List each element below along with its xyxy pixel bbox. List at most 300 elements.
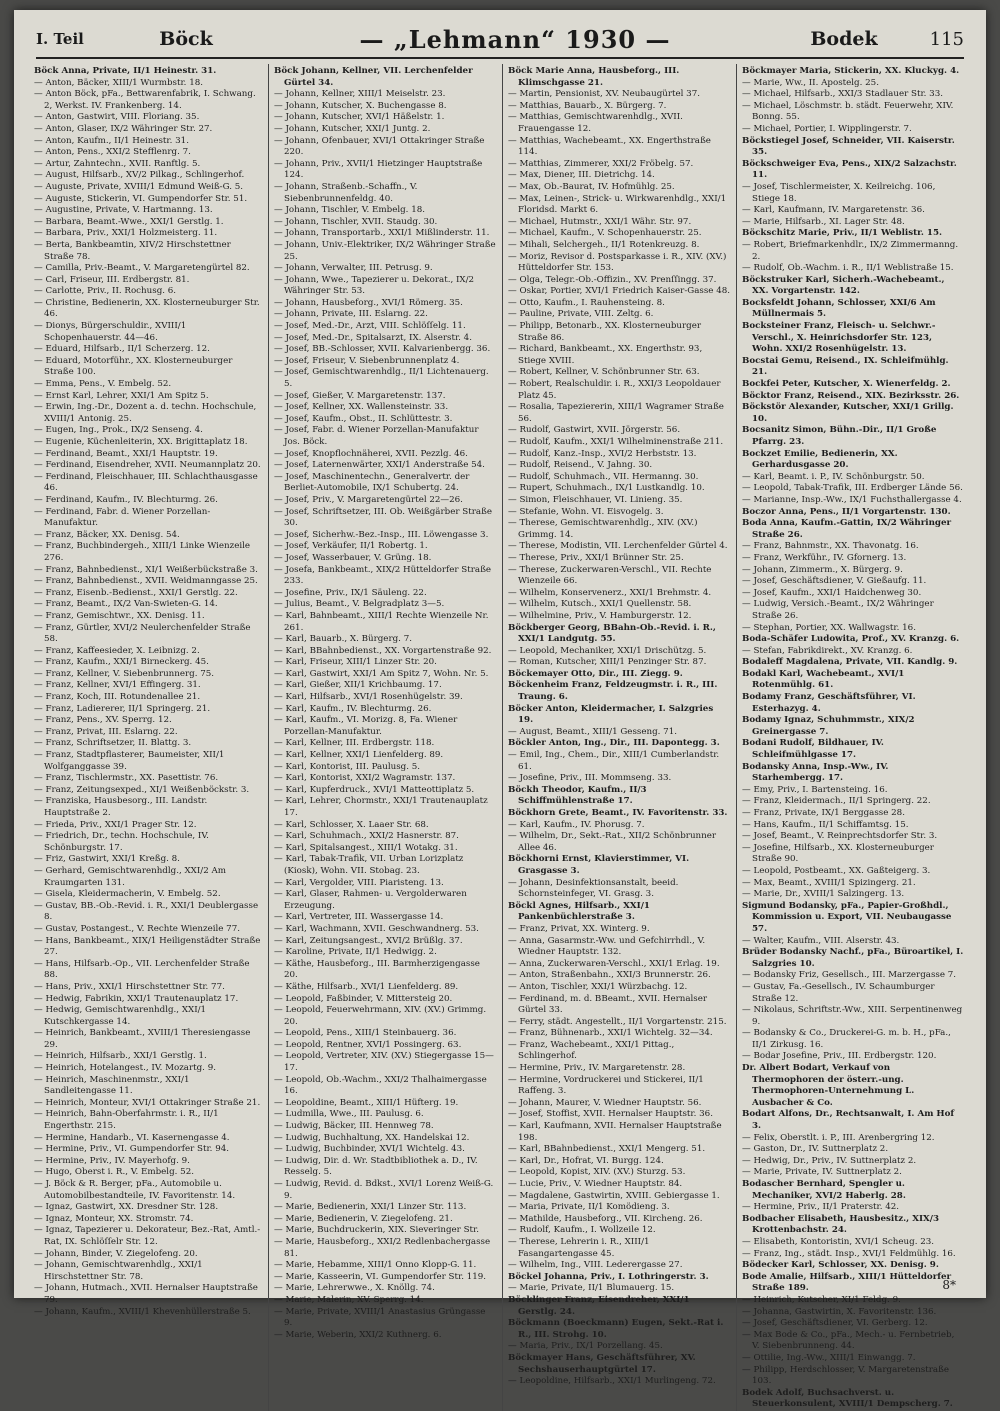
directory-entry: — Ernst Karl, Lehrer, XXI/1 Am Spitz 5. bbox=[34, 390, 209, 401]
header-keyword-left: Böck bbox=[159, 28, 213, 50]
directory-entry: — Marie, Buchdruckerin, XIX. Sieveringer Str. bbox=[274, 1225, 479, 1236]
directory-entry: — Rupert, Schuhmach., IX/1 Lustkandlg. 10. bbox=[508, 483, 705, 494]
directory-entry: — Josef, Maschinentechn., Generalvertr. der Berliet-Automobile, IX/1 Schubertg. 24. bbox=[274, 471, 470, 494]
directory-entry: — Johann, Gemischtwarenhdlg., XXI/1 Hirschstettner Str. 78. bbox=[34, 1260, 203, 1282]
directory-entry: — Pauline, Private, VIII. Zeltg. 6. bbox=[508, 309, 654, 320]
directory-entry: — Josef, Kaufm., XXI/1 Haidchenweg 30. bbox=[742, 587, 922, 598]
column-3 bbox=[502, 64, 736, 1411]
directory-entry: — Karl, Schlosser, X. Laaer Str. 68. bbox=[274, 819, 429, 830]
directory-entry: — Ferdinand, m. d. BBeamt., XVII. Hernalser Gürtel 33. bbox=[508, 993, 708, 1016]
directory-entry: — Wilhelm, Dr., Sekt.-Rat., XII/2 Schönbrunner Allee 46. bbox=[508, 831, 717, 853]
directory-entry: — Karl, Dr., Hofrat, VI. Burgg. 124. bbox=[508, 1155, 664, 1166]
directory-entry: — Johann, Wwe., Tapezierer u. Dekorat., IX/2 Währinger Str. 53. bbox=[274, 274, 475, 297]
directory-entry: — Rudolf, Gastwirt, XVII. Jörgerstr. 56. bbox=[508, 425, 681, 436]
directory-entry: — Maria, Private, II/1 Komödieng. 3. bbox=[508, 1202, 670, 1213]
directory-entry: — Gustav, Fa.-Gesellsch., IV. Schaumburger Straße 12. bbox=[742, 981, 935, 1004]
directory-entry: — Ferdinand, Fleischhauer, III. Schlachthausgasse 46. bbox=[34, 471, 258, 494]
directory-entry: — Wilhelmine, Priv., V. Hamburgerstr. 12. bbox=[508, 610, 692, 621]
column-4 bbox=[736, 64, 970, 1411]
directory-entry: — Josef, Gemischtwarenhdlg., II/1 Lichtenauerg. 5. bbox=[274, 367, 489, 390]
directory-entry: — Ignaz, Gastwirt, XX. Dresdner Str. 128. bbox=[34, 1202, 219, 1213]
directory-entry: — Marie, Hilfsarb., XI. Lager Str. 48. bbox=[742, 216, 905, 227]
publication-title: — „Lehmann“ 1930 — bbox=[359, 24, 671, 54]
directory-entry: — Josef, Sicherhw.-Bez.-Insp., III. Löwengasse 3. bbox=[274, 529, 489, 540]
directory-entry: — Therese, Modistin, VII. Lerchenfelder Gürtel 4. bbox=[508, 541, 728, 552]
directory-entry: — Johann, Kaufm., XVIII/1 Khevenhüllerstraße 5. bbox=[34, 1306, 251, 1317]
directory-entry: — Johann, Kellner, XIII/1 Meiselstr. 23. bbox=[274, 89, 446, 100]
directory-entry: — Marie, Private, IV. Suttnerplatz 2. bbox=[742, 1167, 902, 1178]
directory-entry: — Anton, Pens., XXI/2 Stefflenrg. 7. bbox=[34, 147, 191, 158]
directory-entry: — Berta, Bankbeamtin, XIV/2 Hirschstettner Straße 78. bbox=[34, 239, 231, 262]
directory-entry: — Maria, Priv., IX/1 Porzellang. 45. bbox=[508, 1341, 663, 1352]
directory-entry: — Karl, Wachmann, XVII. Geschwandnerg. 53. bbox=[274, 923, 479, 934]
directory-entry: — Christine, Bedienerin, XX. Klosterneuburger Str. 46. bbox=[34, 297, 260, 320]
directory-entry: Bocsanitz Simon, Bühn.-Dir., II/1 Große Pfarrg. 23. bbox=[742, 425, 937, 447]
header-rule bbox=[36, 57, 964, 59]
directory-entry: — August, Beamt., XIII/1 Gesseng. 71. bbox=[508, 726, 677, 737]
directory-entry: — Franz, Eisenb.-Bedienst., XXI/1 Gerstlg. 22. bbox=[34, 587, 238, 598]
directory-entry: — Bodansky & Co., Druckerei-G. m. b. H., pFa., II/1 Zirkusg. 16. bbox=[742, 1028, 951, 1050]
directory-entry: — Philipp, Herdschlosser, V. Margaretenstraße 103. bbox=[742, 1364, 949, 1387]
directory-entry: — Anton, Glaser, IX/2 Währinger Str. 27. bbox=[34, 123, 213, 134]
directory-entry: — Hermine, Vordruckerei und Stickerei, II/1 Raffeng. 3. bbox=[508, 1074, 704, 1097]
directory-entry: — Franz, Bahnbedienst., XVII. Weidmanngasse 25. bbox=[34, 576, 258, 587]
directory-entry: — Josef, Priv., V. Margaretengürtel 22—26. bbox=[274, 494, 463, 505]
directory-entry: — Josef, Kellner, XX. Wallensteinstr. 33. bbox=[274, 402, 449, 413]
directory-entry: — Ignaz, Monteur, XX. Stromstr. 74. bbox=[34, 1213, 194, 1224]
directory-entry: — Marie, Weberin, XXI/2 Kuthnerg. 6. bbox=[274, 1329, 442, 1340]
directory-entry: — Camilla, Priv.-Beamt., V. Margaretengürtel 82. bbox=[34, 263, 250, 274]
directory-entry: Böckemayer Otto, Dir., III. Ziegg. 9. bbox=[508, 668, 683, 679]
directory-entry: — Johann, Straßenb.-Schaffn., V. Siebenbrunnenfeldg. 40. bbox=[274, 181, 418, 204]
directory-entry: — Ludwig, Buchbinder, XVI/1 Wichtelg. 43. bbox=[274, 1144, 465, 1155]
directory-entry: — Leopold, Rentner, XVI/1 Possingerg. 63. bbox=[274, 1039, 462, 1050]
directory-entry: — Oskar, Portier, XVI/1 Friedrich Kaiser-Gasse 48. bbox=[508, 286, 731, 297]
directory-entry: — Leopold, Mechaniker, XXI/1 Drischützg. 5. bbox=[508, 645, 707, 656]
directory-entry: — Leopold, Ob.-Wachm., XXI/2 Thalhaimergasse 16. bbox=[274, 1074, 487, 1097]
directory-entry: — Karl, Kontorist, XXI/2 Wagramstr. 137. bbox=[274, 773, 456, 784]
directory-entry: — Josef, BB.-Schlosser, XVII. Kalvarienbergg. 36. bbox=[274, 344, 491, 355]
directory-entry: — Ludmilla, Wwe., III. Paulusg. 6. bbox=[274, 1109, 424, 1120]
directory-entry: — Franz, Gemischtwr., XX. Denisg. 11. bbox=[34, 610, 205, 621]
directory-entry: — Anton, Straßenbahn., XXI/3 Brunnerstr. 26. bbox=[508, 970, 711, 981]
directory-entry: — Josefine, Hilfsarb., XX. Klosterneuburger Straße 90. bbox=[742, 842, 934, 865]
directory-entry: — Dionys, Bürgerschuldir., XVIII/1 Schopenhauerstr. 44—46. bbox=[34, 321, 187, 343]
directory-entry: — Michael, Kaufm., V. Schopenhauerstr. 25. bbox=[508, 228, 702, 239]
directory-entry: Boda Anna, Kaufm.-Gattin, IX/2 Währinger Straße 26. bbox=[742, 518, 952, 540]
directory-entry: — Franz, Werkführ., IV. Gfornerg. 13. bbox=[742, 552, 907, 563]
directory-entry: — Josef, Wasserbauer, V. Grüng. 18. bbox=[274, 552, 432, 563]
directory-entry: — Wilhelm, Kutsch., XXI/1 Quellenstr. 58. bbox=[508, 599, 692, 610]
directory-entry: Bodamy Ignaz, Schuhmmstr., XIX/2 Greinergasse 7. bbox=[742, 715, 915, 737]
directory-entry: — Leopold, Postbeamt., XX. Gaßteigerg. 3. bbox=[742, 865, 931, 876]
directory-entry: — Max, Ob.-Baurat, IV. Hofmühlg. 25. bbox=[508, 181, 675, 192]
directory-entry: Böck Marie Anna, Hausbeforg., III. Klimschgasse 21. bbox=[508, 66, 680, 88]
signature-mark: 8* bbox=[942, 1278, 956, 1292]
directory-entry: — Leopoldine, Hilfsarb., XXI/1 Murlingeng. 72. bbox=[508, 1376, 716, 1387]
directory-entry: — Anton, Kaufm., II/1 Heinestr. 31. bbox=[34, 135, 189, 146]
directory-entry: — Johann, Ofenbauer, XVI/1 Ottakringer Straße 220. bbox=[274, 135, 485, 158]
directory-entry: — Josef, Fabr. d. Wiener Porzellan-Manufaktur Jos. Böck. bbox=[274, 425, 479, 447]
directory-entry: — Josef, Med.-Dr., Arzt, VIII. Schlöſſelg. 11. bbox=[274, 321, 466, 332]
directory-entry: — Ferdinand, Kaufm., IV. Blechturmg. 26. bbox=[34, 494, 218, 505]
directory-entry: — Marie, Private, XVIII/1 Anastasius Grüngasse 9. bbox=[274, 1306, 486, 1329]
directory-entry: Bode Amalie, Hilfsarb., XIII/1 Hütteldorfer Straße 189. bbox=[742, 1271, 952, 1294]
directory-entry: — Bodansky Friz, Gesellsch., III. Marzergasse 7. bbox=[742, 970, 957, 981]
directory-entry: Böcktor Franz, Reisend., XIX. Bezirksstr. 26. bbox=[742, 390, 960, 401]
directory-entry: — Rudolf, Reisend., V. Jahng. 30. bbox=[508, 460, 653, 471]
directory-entry: — Marie, Lehrerwwe., X. Knöllg. 74. bbox=[274, 1283, 435, 1294]
directory-entry: — Josefine, Priv., IX/1 Säuleng. 22. bbox=[274, 587, 427, 598]
directory-entry: — Johann, Hausbeforg., XVI/1 Römerg. 35. bbox=[274, 297, 463, 308]
directory-entry: — Franz, Stadtpflasterer, Baumeister, XII/1 Wolfganggasse 39. bbox=[34, 750, 225, 772]
directory-entry: — Ottilie, Ing.-Ww., XIII/1 Einwangg. 7. bbox=[742, 1352, 916, 1363]
directory-entry: — Karl, Kupferdruck., XVI/1 Matteottiplatz 5. bbox=[274, 784, 475, 795]
directory-entry: Bodbacher Elisabeth, Hausbesitz., XIX/3 Krottenbachstr. 24. bbox=[742, 1213, 939, 1236]
directory-entry: — Leopold, Pens., XIII/1 Steinbauerg. 36. bbox=[274, 1028, 457, 1039]
directory-entry: — Michael, Löschmstr. b. städt. Feuerwehr, XIV. Bonng. 55. bbox=[742, 100, 954, 123]
directory-entry: — Emy, Priv., I. Bartensteing. 16. bbox=[742, 784, 888, 795]
directory-entry: — Gustav, BB.-Ob.-Revid. i. R., XXI/1 Deublergasse 8. bbox=[34, 900, 259, 923]
directory-entry: — Anton Böck, pFa., Bettwarenfabrik, I. Schwang. 2, Werkst. IV. Frankenberg. 14. bbox=[34, 89, 256, 111]
directory-entry: — Leopold, Feuerwehrmann, XIV. (XV.) Grimmg. 20. bbox=[274, 1005, 487, 1027]
directory-entry: — Leopold, Faßbinder, V. Mittersteig 20. bbox=[274, 993, 453, 1004]
directory-entry: — Marie, Hebamme, XIII/1 Onno Klopp-G. 11. bbox=[274, 1260, 477, 1271]
directory-entry: — Carl, Friseur, III. Erdbergstr. 81. bbox=[34, 274, 190, 285]
directory-entry: Bodani Rudolf, Bildhauer, IV. Schleifmühlgasse 17. bbox=[742, 738, 884, 761]
directory-entry: — Hugo, Oberst i. R., V. Embelg. 52. bbox=[34, 1167, 194, 1178]
directory-entry: — Rudolf, Kanz.-Insp., XVI/2 Herbststr. 13. bbox=[508, 448, 697, 459]
directory-entry: — Franz, Gürtler, XVI/2 Neulerchenfelder Straße 58. bbox=[34, 622, 251, 645]
directory-entry: — Ludwig, Dir. d. Wr. Stadtbibliothek a. D., IV. Resselg. 5. bbox=[274, 1155, 478, 1178]
directory-entry: — Bodar Josefine, Priv., III. Erdbergstr. 120. bbox=[742, 1051, 937, 1062]
directory-entry: — Karl, Kaufm., IV. Phorusg. 7. bbox=[508, 819, 645, 830]
header-keyword-right: Bodek bbox=[810, 28, 878, 50]
directory-entry: Dr. Albert Bodart, Verkauf von Thermophoren der österr.-ung. Thermophoren-Unternehmung L. Ausbacher & Co. bbox=[742, 1063, 915, 1108]
directory-entry: — Franz, Bäcker, XX. Denisg. 54. bbox=[34, 529, 180, 540]
directory-entry: — Johann, Binder, V. Ziegelofeng. 20. bbox=[34, 1248, 198, 1259]
directory-entry: — Josef, Laternenwärter, XXI/1 Anderstraße 54. bbox=[274, 460, 485, 471]
directory-entry: — Hermine, Priv., IV. Margaretenstr. 28. bbox=[508, 1063, 686, 1074]
directory-entry: — Franz, Ing., städt. Insp., XVI/1 Feldmühlg. 16. bbox=[742, 1248, 956, 1259]
directory-entry: Bödecker Karl, Schlosser, XX. Denisg. 9. bbox=[742, 1260, 939, 1271]
directory-entry: — Karl, Vergolder, VIII. Piaristeng. 13. bbox=[274, 877, 444, 888]
directory-entry: — Ludwig, Versich.-Beamt., IX/2 Währinger Straße 26. bbox=[742, 599, 934, 621]
directory-entry: — Richard, Bankbeamt., XX. Engerthstr. 93, Stiege XVIII. bbox=[508, 344, 703, 366]
directory-entry: — Julius, Beamt., V. Belgradplatz 3—5. bbox=[274, 599, 445, 610]
directory-entry: Böckstruker Karl, Sicherh.-Wachebeamt., XX. Vorgartenstr. 142. bbox=[742, 274, 945, 297]
directory-entry: — Hermine, Priv., VI. Gumpendorfer Str. 94. bbox=[34, 1144, 230, 1155]
directory-entry: — Karl, Kaufm., IV. Blechturmg. 26. bbox=[274, 703, 432, 714]
directory-entry: — Heinrich, Bankbeamt., XVIII/1 Theresiengasse 29. bbox=[34, 1028, 251, 1050]
directory-entry: — Ferry, städt. Angestellt., II/1 Vorgartenstr. 215. bbox=[508, 1016, 727, 1027]
directory-entry: Böckstiegel Josef, Schneider, VII. Kaiserstr. 35. bbox=[742, 135, 955, 158]
directory-entry: — Gustav, Postangest., V. Rechte Wienzeile 77. bbox=[34, 923, 240, 934]
directory-entry: Bodaleff Magdalena, Private, VII. Kandlg. 9. bbox=[742, 657, 958, 668]
entry-columns bbox=[34, 64, 970, 1410]
directory-entry: Böck Johann, Kellner, VII. Lerchenfelder Gürtel 34. bbox=[274, 66, 473, 88]
directory-entry: — Ignaz, Tapezierer u. Dekorateur, Bez.-Rat, Amtl.-Rat, IX. Schlöſſelr Str. 12. bbox=[34, 1225, 261, 1247]
directory-entry: — Marie, Hausbeforg., XXI/2 Redlenbachergasse 81. bbox=[274, 1236, 491, 1259]
directory-entry: — Franz, Private, IX/1 Berggasse 28. bbox=[742, 808, 905, 818]
directory-entry: — Rosalia, Tapeziererin, XIII/1 Wagramer Straße 56. bbox=[508, 402, 724, 424]
directory-entry: — Karl, Glaser, Rahmen- u. Vergolderwaren Erzeugung. bbox=[274, 889, 467, 911]
directory-entry: — Therese, Zuckerwaren-Verschl., VII. Rechte Wienzeile 66. bbox=[508, 564, 712, 587]
directory-entry: — Josef, Stoffist, XVII. Hernalser Hauptstr. 36. bbox=[508, 1109, 713, 1120]
directory-entry: — Robert, Realschuldir. i. R., XXI/3 Leopoldauer Platz 45. bbox=[508, 379, 721, 401]
directory-entry: — Anna, Gasarmstr.-Ww. und Gefchirrhdl., V. Wiedner Hauptstr. 132. bbox=[508, 935, 706, 958]
directory-entry: — Johann, Tischler, V. Embelg. 18. bbox=[274, 205, 426, 216]
directory-entry: — Franz, Bahnmstr., XX. Thavonatg. 16. bbox=[742, 541, 919, 552]
directory-entry: Boda-Schäfer Ludowita, Prof., XV. Kranzg. 6. bbox=[742, 634, 960, 645]
directory-entry: — Karl, Schuhmach., XXI/2 Hasnerstr. 87. bbox=[274, 831, 459, 842]
directory-entry: — Karl, Kaufmann, IV. Margaretenstr. 36. bbox=[742, 205, 925, 216]
directory-entry: — Josef, Geschäftsdiener, VI. Gerberg. 12. bbox=[742, 1318, 928, 1329]
directory-entry: — Therese, Gemischtwarenhdlg., XIV. (XV.) Grimmg. 14. bbox=[508, 518, 698, 540]
directory-entry: — Anton, Bäcker, XIII/1 Wurmbstr. 18. bbox=[34, 77, 204, 88]
directory-entry: — Franz, Privat, III. Eslarng. 22. bbox=[34, 726, 178, 737]
directory-entry: — Karl, Beamt. i. P., IV. Schönburgstr. 50. bbox=[742, 471, 925, 482]
directory-entry: — Josefa, Bankbeamt., XIX/2 Hütteldorfer Straße 233. bbox=[274, 564, 492, 587]
directory-entry: — Franz, Tischlermstr., XX. Pasettistr. 76. bbox=[34, 773, 219, 784]
directory-entry: — Karoline, Private, II/1 Hedwigg. 2. bbox=[274, 947, 437, 958]
directory-entry: — Emma, Pens., V. Embelg. 52. bbox=[34, 379, 172, 390]
directory-entry: — Anton, Gastwirt, VIII. Floriang. 35. bbox=[34, 112, 200, 123]
directory-entry: — Moriz, Revisor d. Postsparkasse i. R., XIV. (XV.) Hütteldorfer Str. 153. bbox=[508, 251, 727, 274]
directory-entry: Böck Anna, Private, II/1 Heinestr. 31. bbox=[34, 66, 217, 76]
directory-entry: — Karl, Kellner, XXI/1 Lienfelderg. 89. bbox=[274, 750, 444, 761]
directory-entry: — Carlotte, Priv., II. Rochusg. 6. bbox=[34, 286, 177, 297]
directory-entry: — Barbara, Beamt.-Wwe., XXI/1 Gerstlg. 1. bbox=[34, 216, 224, 227]
directory-entry: — Stefan, Fabrikdirekt., XV. Kranzg. 6. bbox=[742, 645, 913, 656]
directory-entry: — Lucie, Priv., V. Wiedner Hauptstr. 84. bbox=[508, 1179, 683, 1189]
directory-entry: — Heinrich, Monteur, XVI/1 Ottakringer Straße 21. bbox=[34, 1097, 261, 1108]
directory-entry: — Ludwig, Buchhaltung, XX. Handelskai 12. bbox=[274, 1132, 470, 1143]
directory-entry: — Karl, Zeitungsangest., XVI/2 Brüßlg. 37. bbox=[274, 935, 463, 946]
directory-entry: Bodamy Franz, Geschäftsführer, VI. Esterhazyg. 4. bbox=[742, 692, 916, 714]
directory-entry: — Karl, BBahnbedienst., XX. Vorgartenstraße 92. bbox=[274, 645, 492, 656]
directory-entry: — Josef, Geschäftsdiener, V. Gießaufg. 11. bbox=[742, 576, 927, 587]
directory-entry: — Marie, Malerin, XV. Sperrg. 14. bbox=[274, 1294, 424, 1305]
directory-entry: — Heinrich, Hotelangest., IV. Mozartg. 9. bbox=[34, 1063, 216, 1074]
directory-entry: — Franz, Buchbindergeh., XIII/1 Linke Wienzeile 276. bbox=[34, 541, 251, 563]
directory-entry: — Matthias, Bauarb., X. Bürgerg. 7. bbox=[508, 100, 667, 111]
directory-entry: — Felix, Oberstlt. i. P., III. Arenbergring 12. bbox=[742, 1132, 935, 1143]
directory-entry: — Marie, Ww., II. Apostelg. 25. bbox=[742, 77, 879, 88]
directory-entry: — Ferdinand, Beamt., XXI/1 Hauptstr. 19. bbox=[34, 448, 218, 459]
directory-entry: — Heinrich, Kutscher, XI/1 Feldg. 9. bbox=[742, 1294, 901, 1305]
directory-entry: — Leopold, Vertreter, XIV. (XV.) Stiegergasse 15—17. bbox=[274, 1051, 494, 1074]
directory-entry: Böckstör Alexander, Kutscher, XXI/1 Grillg. 10. bbox=[742, 402, 954, 424]
directory-entry: — Franz, Kaufm., XXI/1 Birneckerg. 45. bbox=[34, 657, 209, 668]
directory-entry: — Eugenie, Küchenleiterin, XX. Brigittaplatz 18. bbox=[34, 437, 248, 447]
directory-entry: Boczor Anna, Pens., II/1 Vorgartenstr. 130. bbox=[742, 506, 951, 517]
directory-entry: — Leopold, Tabak-Trafik, III. Erdberger Lände 56. bbox=[742, 483, 963, 494]
directory-entry: — Hermine, Handarb., VI. Kasernengasse 4. bbox=[34, 1132, 230, 1143]
directory-entry: — Franz, Bahnbedienst., XI/1 Weißerbückstraße 3. bbox=[34, 564, 258, 575]
directory-entry: — Hans, Hilfsarb.-Op., VII. Lerchenfelder Straße 88. bbox=[34, 958, 250, 981]
directory-entry: — Wilhelm, Konservenerz., XXI/1 Brehmstr. 4. bbox=[508, 587, 712, 598]
directory-entry: — Josef, Knopflochnäherei, XVII. Pezzlg. 46. bbox=[274, 448, 468, 459]
directory-entry: — Ferdinand, Fabr. d. Wiener Porzellan-Manufaktur. bbox=[34, 506, 211, 529]
directory-entry: — Franz, Wachebeamt., XXI/1 Pittag., Schlingerhof. bbox=[508, 1039, 675, 1062]
directory-entry: — Hedwig, Gemischtwarenhdlg., XXI/1 Kutschkergasse 14. bbox=[34, 1005, 207, 1027]
directory-entry: — Ferdinand, Eisendreher, XVII. Neumannplatz 20. bbox=[34, 460, 261, 471]
directory-entry: — Josefine, Priv., III. Mommseng. 33. bbox=[508, 773, 672, 784]
directory-entry: — Franz, Bühnenarb., XXI/1 Wichtelg. 32—34. bbox=[508, 1028, 713, 1039]
directory-entry: — Marianne, Insp.-Ww., IX/1 Fuchsthallergasse 4. bbox=[742, 494, 962, 505]
directory-entry: — Roman, Kutscher, XIII/1 Penzinger Str. 87. bbox=[508, 657, 707, 668]
directory-entry: — Ludwig, Bäcker, III. Hennweg 78. bbox=[274, 1121, 434, 1132]
directory-entry: — Franz, Beamt., IX/2 Van-Swieten-G. 14. bbox=[34, 599, 218, 610]
directory-entry: — Robert, Kellner, V. Schönbrunner Str. 63. bbox=[508, 367, 700, 378]
directory-entry: — Ludwig, Revid. d. Bdkst., XVI/1 Lorenz Weiß-G. 9. bbox=[274, 1179, 494, 1201]
directory-entry: — Michael, Hilfsarb., XXI/3 Stadlauer Str. 33. bbox=[742, 89, 943, 100]
directory-entry: — Wilhelm, Ing., VIII. Lederergasse 27. bbox=[508, 1260, 683, 1271]
directory-entry: — Walter, Kaufm., VIII. Alserstr. 43. bbox=[742, 935, 900, 946]
directory-entry: — Matthias, Gemischtwarenhdlg., XVII. Frauengasse 12. bbox=[508, 112, 683, 134]
directory-entry: — Auguste, Private, XVIII/1 Edmund Weiß-G. 5. bbox=[34, 181, 244, 192]
directory-entry: — Eduard, Motorführ., XX. Klosterneuburger Straße 100. bbox=[34, 355, 233, 378]
directory-entry: — Franz, Koch, III. Rotundenallee 21. bbox=[34, 692, 201, 703]
directory-entry: — Johann, Verwalter, III. Petrusg. 9. bbox=[274, 263, 433, 274]
directory-entry: Böckberger Georg, BBahn-Ob.-Revid. i. R., XXI/1 Landgutg. 55. bbox=[508, 622, 716, 645]
directory-entry: — Karl, BBahnbedienst., XXI/1 Mengerg. 51. bbox=[508, 1144, 706, 1155]
directory-entry: — Max, Beamt., XVIII/1 Spizingerg. 21. bbox=[742, 877, 916, 888]
directory-entry: — Eduard, Hilfsarb., II/1 Scherzerg. 12. bbox=[34, 344, 210, 355]
directory-entry: Böckschweiger Eva, Pens., XIX/2 Salzachstr. 11. bbox=[742, 158, 957, 181]
directory-entry: — Rudolf, Kaufm., I. Wollzeile 12. bbox=[508, 1225, 656, 1236]
directory-entry: — Michael, Hutmstr., XXI/1 Währ. Str. 97. bbox=[508, 216, 692, 227]
directory-entry: Böckmann (Boeckmann) Eugen, Sekt.-Rat i. R., III. Strohg. 10. bbox=[508, 1318, 724, 1340]
directory-entry: — Hedwig, Fabrikin, XXI/1 Trautenauplatz 17. bbox=[34, 993, 239, 1004]
directory-entry: — Barbara, Priv., XXI/1 Holzmeisterg. 11. bbox=[34, 228, 218, 239]
directory-entry: — Mihali, Selchergeh., II/1 Rotenkreuzg. 8. bbox=[508, 239, 700, 250]
directory-entry: — Franz, Zeitungsexped., XI/1 Weißenböckstr. 3. bbox=[34, 784, 250, 795]
directory-entry: — Karl, Bahnbeamt., XIII/1 Rechte Wienzeile Nr. 261. bbox=[274, 610, 489, 633]
directory-entry: — Johann, Hutmach., XVII. Hernalser Hauptstraße 79. bbox=[34, 1283, 258, 1305]
directory-entry: — Heinrich, Bahn-Oberfahrmstr. i. R., II/1 Engerthstr. 215. bbox=[34, 1109, 219, 1132]
directory-entry: — Johann, Kutscher, X. Buchengasse 8. bbox=[274, 100, 447, 111]
directory-entry: Bodek Adolf, Buchsachverst. u. Steuerkonsulent, XVIII/1 Dempscherg. 7. bbox=[742, 1387, 953, 1410]
directory-entry: Bocksfeldt Johann, Schlosser, XXI/6 Am Müllnermais 5. bbox=[742, 297, 936, 320]
directory-entry: — Johann, Univ.-Elektriker, IX/2 Währinger Straße 25. bbox=[274, 239, 496, 262]
directory-entry: — Hedwig, Dr., Priv., IV. Suttnerplatz 2. bbox=[742, 1155, 917, 1166]
directory-entry: — Therese, Priv., XXI/1 Brünner Str. 25. bbox=[508, 552, 684, 563]
directory-entry: — Matthias, Zimmerer, XXI/2 Fröbelg. 57. bbox=[508, 158, 694, 169]
directory-entry: — Olga, Telegr.-Ob.-Offizin., XV. Prenſſingg. 37. bbox=[508, 274, 717, 285]
directory-entry: — Eugen, Ing., Prok., IX/2 Senseng. 4. bbox=[34, 425, 203, 436]
directory-entry: — Max, Diener, III. Dietrichg. 14. bbox=[508, 170, 655, 181]
directory-entry: — Käthe, Hausbeforg., III. Barmherzigengasse 20. bbox=[274, 958, 480, 981]
directory-entry: — Karl, Kontorist, III. Paulusg. 5. bbox=[274, 761, 421, 772]
directory-entry: Bocstai Gemu, Reisend., IX. Schleifmühlg. 21. bbox=[742, 355, 949, 378]
directory-entry: Böcklinger Franz, Eisendreher, XXI/1 Gerstlg. 24. bbox=[508, 1294, 690, 1317]
directory-entry: — Martin, Pensionist, XV. Neubaugürtel 37. bbox=[508, 89, 701, 100]
directory-entry: — Karl, Friseur, XIII/1 Linzer Str. 20. bbox=[274, 657, 437, 668]
directory-entry: — Friedrich, Dr., techn. Hochschule, IV. Schönburgstr. 17. bbox=[34, 831, 209, 853]
directory-entry: — Johann, Zimmerm., X. Bürgerg. 9. bbox=[742, 564, 903, 575]
directory-entry: — Stefanie, Wohn. VI. Eisvogelg. 3. bbox=[508, 506, 664, 517]
directory-entry: — Karl, Lehrer, Chormstr., XXI/1 Trautenauplatz 17. bbox=[274, 796, 488, 818]
directory-entry: — Heinrich, Hilfsarb., XXI/1 Gerstlg. 1. bbox=[34, 1051, 207, 1062]
directory-entry: Böckhorn Grete, Beamt., IV. Favoritenstr. 33. bbox=[508, 808, 728, 818]
directory-entry: Bockfei Peter, Kutscher, X. Wienerfeldg. 2. bbox=[742, 379, 951, 390]
directory-entry: — Hans, Bankbeamt., XIX/1 Heiligenstädter Straße 27. bbox=[34, 935, 261, 958]
directory-entry: Bodart Alfons, Dr., Rechtsanwalt, I. Am Hof 3. bbox=[742, 1109, 955, 1132]
directory-entry: — Josef, Schriftsetzer, III. Ob. Weißgärber Straße 30. bbox=[274, 506, 492, 529]
directory-entry: — Franziska, Hausbesorg., III. Landstr. Hauptstraße 2. bbox=[34, 796, 208, 818]
directory-entry: — Gerhard, Gemischtwarenhdlg., XXI/2 Am Kraumgarten 131. bbox=[34, 865, 227, 888]
column-1 bbox=[34, 64, 268, 1411]
directory-entry: — Philipp, Betonarb., XX. Klosterneuburger Straße 86. bbox=[508, 321, 702, 343]
directory-entry: — Rudolf, Ob.-Wachm. i. R., II/1 Weblistraße 15. bbox=[742, 263, 954, 274]
directory-entry: — Karl, Kaufmann, XVII. Hernalser Hauptstraße 198. bbox=[508, 1121, 722, 1143]
directory-entry: — Marie, Kasseerin, VI. Gumpendorfer Str. 119. bbox=[274, 1271, 487, 1282]
directory-entry: Böckh Theodor, Kaufm., II/3 Schiffmühlenstraße 17. bbox=[508, 784, 647, 807]
directory-entry: Bodascher Bernhard, Spengler u. Mechaniker, XVI/2 Haberlg. 28. bbox=[742, 1179, 906, 1201]
directory-entry: Böckler Anton, Ing., Dir., III. Dapontegg. 3. bbox=[508, 738, 720, 749]
directory-entry: — Hans, Kaufm., II/1 Schiffamtsg. 15. bbox=[742, 819, 909, 830]
directory-entry: Brüder Bodansky Nachf., pFa., Büroartikel, I. Salzgries 10. bbox=[742, 947, 964, 969]
directory-entry: — J. Böck & R. Berger, pFa., Automobile u. Automobilbestandteile, IV. Favoritenstr. 14. bbox=[34, 1179, 236, 1201]
directory-entry: — Johann, Kutscher, XVI/1 Häßelstr. 1. bbox=[274, 112, 445, 123]
directory-entry: — Heinrich, Maschinenmstr., XXI/1 Sandleitengasse 11. bbox=[34, 1074, 190, 1097]
directory-entry: — Johann, Private, III. Eslarng. 22. bbox=[274, 309, 428, 320]
directory-entry: Böckl Agnes, Hilfsarb., XXI/1 Pankenbüchlerstraße 3. bbox=[508, 900, 650, 923]
directory-entry: — Nikolaus, Schriftstr.-Ww., XIII. Serpentinenweg 9. bbox=[742, 1005, 963, 1027]
directory-entry: — Leopold, Kopist, XIV. (XV.) Sturzg. 53. bbox=[508, 1167, 686, 1178]
directory-entry: — Karl, Bauarb., X. Bürgerg. 7. bbox=[274, 634, 412, 645]
directory-entry: — Karl, Kaufm., VI. Morizg. 8, Fa. Wiener Porzellan-Manufaktur. bbox=[274, 715, 458, 737]
directory-entry: — Franz, Privat, XX. Winterg. 9. bbox=[508, 923, 650, 934]
directory-entry: — Johann, Tischler, XVII. Staudg. 30. bbox=[274, 216, 438, 227]
directory-entry: — Josef, Med.-Dr., Spitalsarzt, IX. Alserstr. 4. bbox=[274, 332, 472, 343]
directory-entry: — Marie, Bedienerin, V. Ziegelofeng. 21. bbox=[274, 1213, 453, 1224]
directory-entry: — Karl, Spitalsangest., XIII/1 Wotakg. 31. bbox=[274, 842, 458, 853]
directory-entry: — Frieda, Priv., XXI/1 Prager Str. 12. bbox=[34, 819, 197, 830]
directory-entry: Böckhorni Ernst, Klavierstimmer, VI. Grasgasse 3. bbox=[508, 854, 690, 876]
directory-entry: — Franz, Kaffeesieder, X. Leibnizg. 2. bbox=[34, 645, 200, 656]
directory-entry: — Mathilde, Hausbeforg., VII. Kircheng. 26. bbox=[508, 1213, 703, 1224]
page-number: 115 bbox=[929, 28, 964, 50]
directory-entry: — Johann, Transportarb., XXI/1 Mißlinderstr. 11. bbox=[274, 228, 490, 239]
directory-entry: — Erwin, Ing.-Dr., Dozent a. d. techn. Hochschule, XVIII/1 Antonig. 25. bbox=[34, 402, 257, 424]
directory-entry: — Johann, Priv., XVII/1 Hietzinger Hauptstraße 124. bbox=[274, 158, 483, 181]
directory-entry: — Johann, Maurer, V. Wiedner Hauptstr. 56. bbox=[508, 1097, 702, 1108]
directory-entry: — Michael, Portier, I. Wipplingerstr. 7. bbox=[742, 123, 912, 134]
directory-entry: — Otto, Kaufm., I. Rauhensteing. 8. bbox=[508, 297, 665, 308]
directory-entry: — Robert, Briefmarkenhdlr., IX/2 Zimmermanng. 2. bbox=[742, 239, 959, 262]
directory-entry: — Franz, Pens., XV. Sperrg. 12. bbox=[34, 715, 172, 726]
directory-entry: Bodansky Anna, Insp.-Ww., IV. Starhembergg. 17. bbox=[742, 761, 889, 784]
directory-entry: — Stephan, Portier, XX. Wallwagstr. 16. bbox=[742, 622, 916, 633]
page-header bbox=[36, 24, 964, 54]
directory-entry: — Franz, Kellner, V. Siebenbrunnerg. 75. bbox=[34, 668, 215, 679]
directory-entry: — Matthias, Wachebeamt., XX. Engerthstraße 114. bbox=[508, 135, 711, 158]
directory-entry: — Karl, Kellner, III. Erdbergstr. 118. bbox=[274, 738, 435, 749]
directory-entry: Bockzet Emilie, Bedienerin, XX. Gerhardusgasse 20. bbox=[742, 448, 898, 471]
directory-entry: — Marie, Dr., XVIII/1 Salzingerg. 13. bbox=[742, 889, 905, 900]
directory-entry: Böcker Anton, Kleidermacher, I. Salzgries 19. bbox=[508, 703, 714, 726]
directory-entry: — Emil, Ing., Chem., Dir., XIII/1 Cumberlandstr. 61. bbox=[508, 750, 720, 772]
directory-entry: — Anton, Tischler, XXI/1 Würzbachg. 12. bbox=[508, 981, 688, 992]
directory-entry: — Karl, Vertreter, III. Wassergasse 14. bbox=[274, 912, 444, 923]
directory-entry: — Karl, Gastwirt, XXI/1 Am Spitz 7, Wohn. Nr. 5. bbox=[274, 668, 489, 679]
part-label: I. Teil bbox=[36, 30, 84, 48]
directory-entry: — Gaston, Dr., IV. Suttnerplatz 2. bbox=[742, 1144, 889, 1155]
directory-entry: — Franz, Kleidermach., II/1 Springerg. 22. bbox=[742, 796, 931, 807]
